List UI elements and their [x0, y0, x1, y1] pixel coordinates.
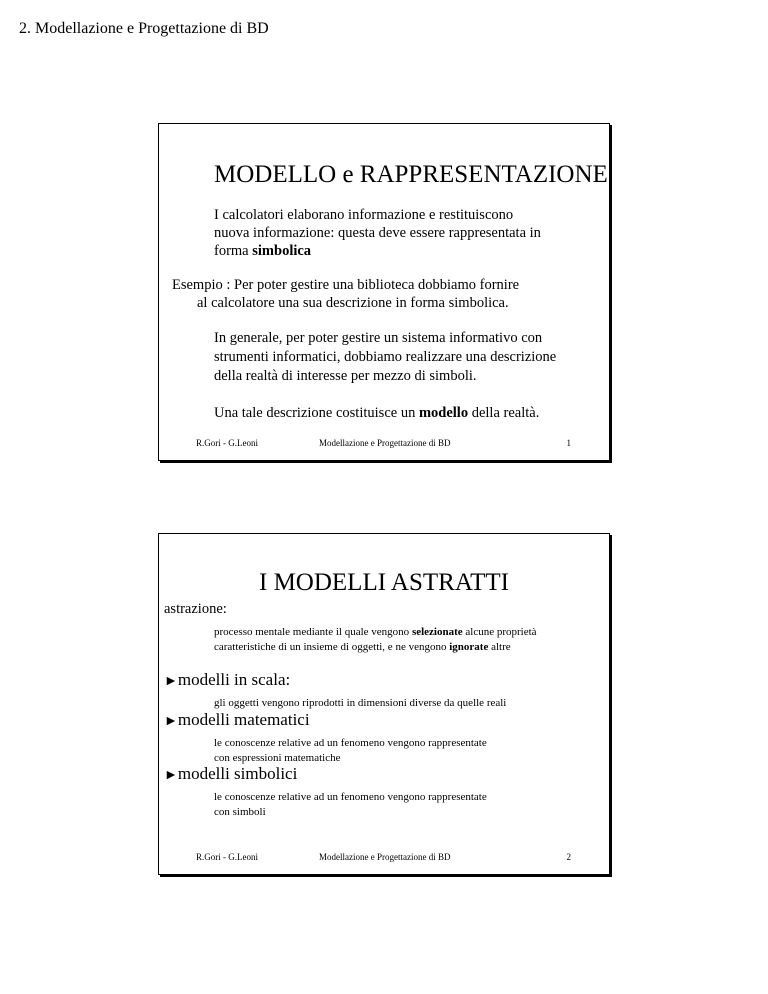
bold-text: ignorate [449, 641, 489, 653]
slide-footer-author: R.Gori - G.Leoni [196, 852, 258, 862]
triangle-bullet-icon: ► [164, 674, 178, 689]
bullet-item [164, 710, 310, 730]
definition-line [214, 625, 537, 640]
bullet-label: modelli matematici [177, 710, 310, 729]
text: altre [488, 641, 511, 653]
bullet-description: con espressioni matematiche [214, 752, 341, 764]
example-line: al calcolatore una sua descrizione in forma simbolica. [197, 295, 509, 311]
bullet-label: modelli simbolici [177, 764, 298, 783]
definition-line [214, 640, 511, 655]
slide-2 [158, 533, 610, 875]
text: Una tale descrizione costituisce un [214, 405, 419, 421]
bold-text: simbolica [252, 243, 312, 259]
text: caratteristiche di un insieme di oggetti, e ne vengono [214, 641, 450, 653]
bullet-item [164, 670, 290, 690]
slide-footer-title: Modellazione e Progettazione di BD [319, 438, 451, 448]
example-line: Esempio : Per poter gestire una biblioteca dobbiamo fornire [172, 277, 520, 293]
triangle-bullet-icon: ► [164, 768, 178, 783]
slide-title: I MODELLI ASTRATTI [259, 569, 509, 596]
slide-title: MODELLO e RAPPRESENTAZIONE [214, 161, 608, 188]
text: della realtà. [468, 405, 540, 421]
paragraph-line: I calcolatori elaborano informazione e restituiscono [214, 207, 514, 223]
bullet-description: le conoscenze relative ad un fenomeno vengono rappresentate [214, 737, 487, 749]
paragraph-line: In generale, per poter gestire un sistema informativo con [214, 330, 543, 346]
paragraph-line: della realtà di interesse per mezzo di simboli. [214, 368, 477, 384]
slide-footer-title: Modellazione e Progettazione di BD [319, 852, 451, 862]
paragraph-line [214, 404, 539, 423]
paragraph-line: strumenti informatici, dobbiamo realizzare una descrizione [214, 349, 557, 365]
bold-text: selezionate [411, 626, 463, 638]
page-header: 2. Modellazione e Progettazione di BD [19, 20, 269, 37]
paragraph-line [214, 242, 311, 261]
bold-text: modello [418, 405, 469, 421]
bullet-label: modelli in scala: [177, 670, 291, 689]
bullet-description: con simboli [214, 806, 266, 818]
bullet-description: gli oggetti vengono riprodotti in dimensioni diverse da quelle reali [214, 697, 507, 709]
bullet-item [164, 764, 297, 784]
text: forma [214, 243, 253, 259]
text: alcune proprietà [462, 626, 537, 638]
bullet-description: le conoscenze relative ad un fenomeno vengono rappresentate [214, 791, 487, 803]
slide-number: 1 [566, 438, 571, 448]
slide-footer-author: R.Gori - G.Leoni [196, 438, 258, 448]
slide-number: 2 [566, 852, 571, 862]
paragraph-line: nuova informazione: questa deve essere rappresentata in [214, 225, 541, 241]
text: processo mentale mediante il quale vengono [214, 626, 412, 638]
term-label: astrazione: [164, 601, 227, 617]
slide-1 [158, 123, 610, 461]
triangle-bullet-icon: ► [164, 714, 178, 729]
